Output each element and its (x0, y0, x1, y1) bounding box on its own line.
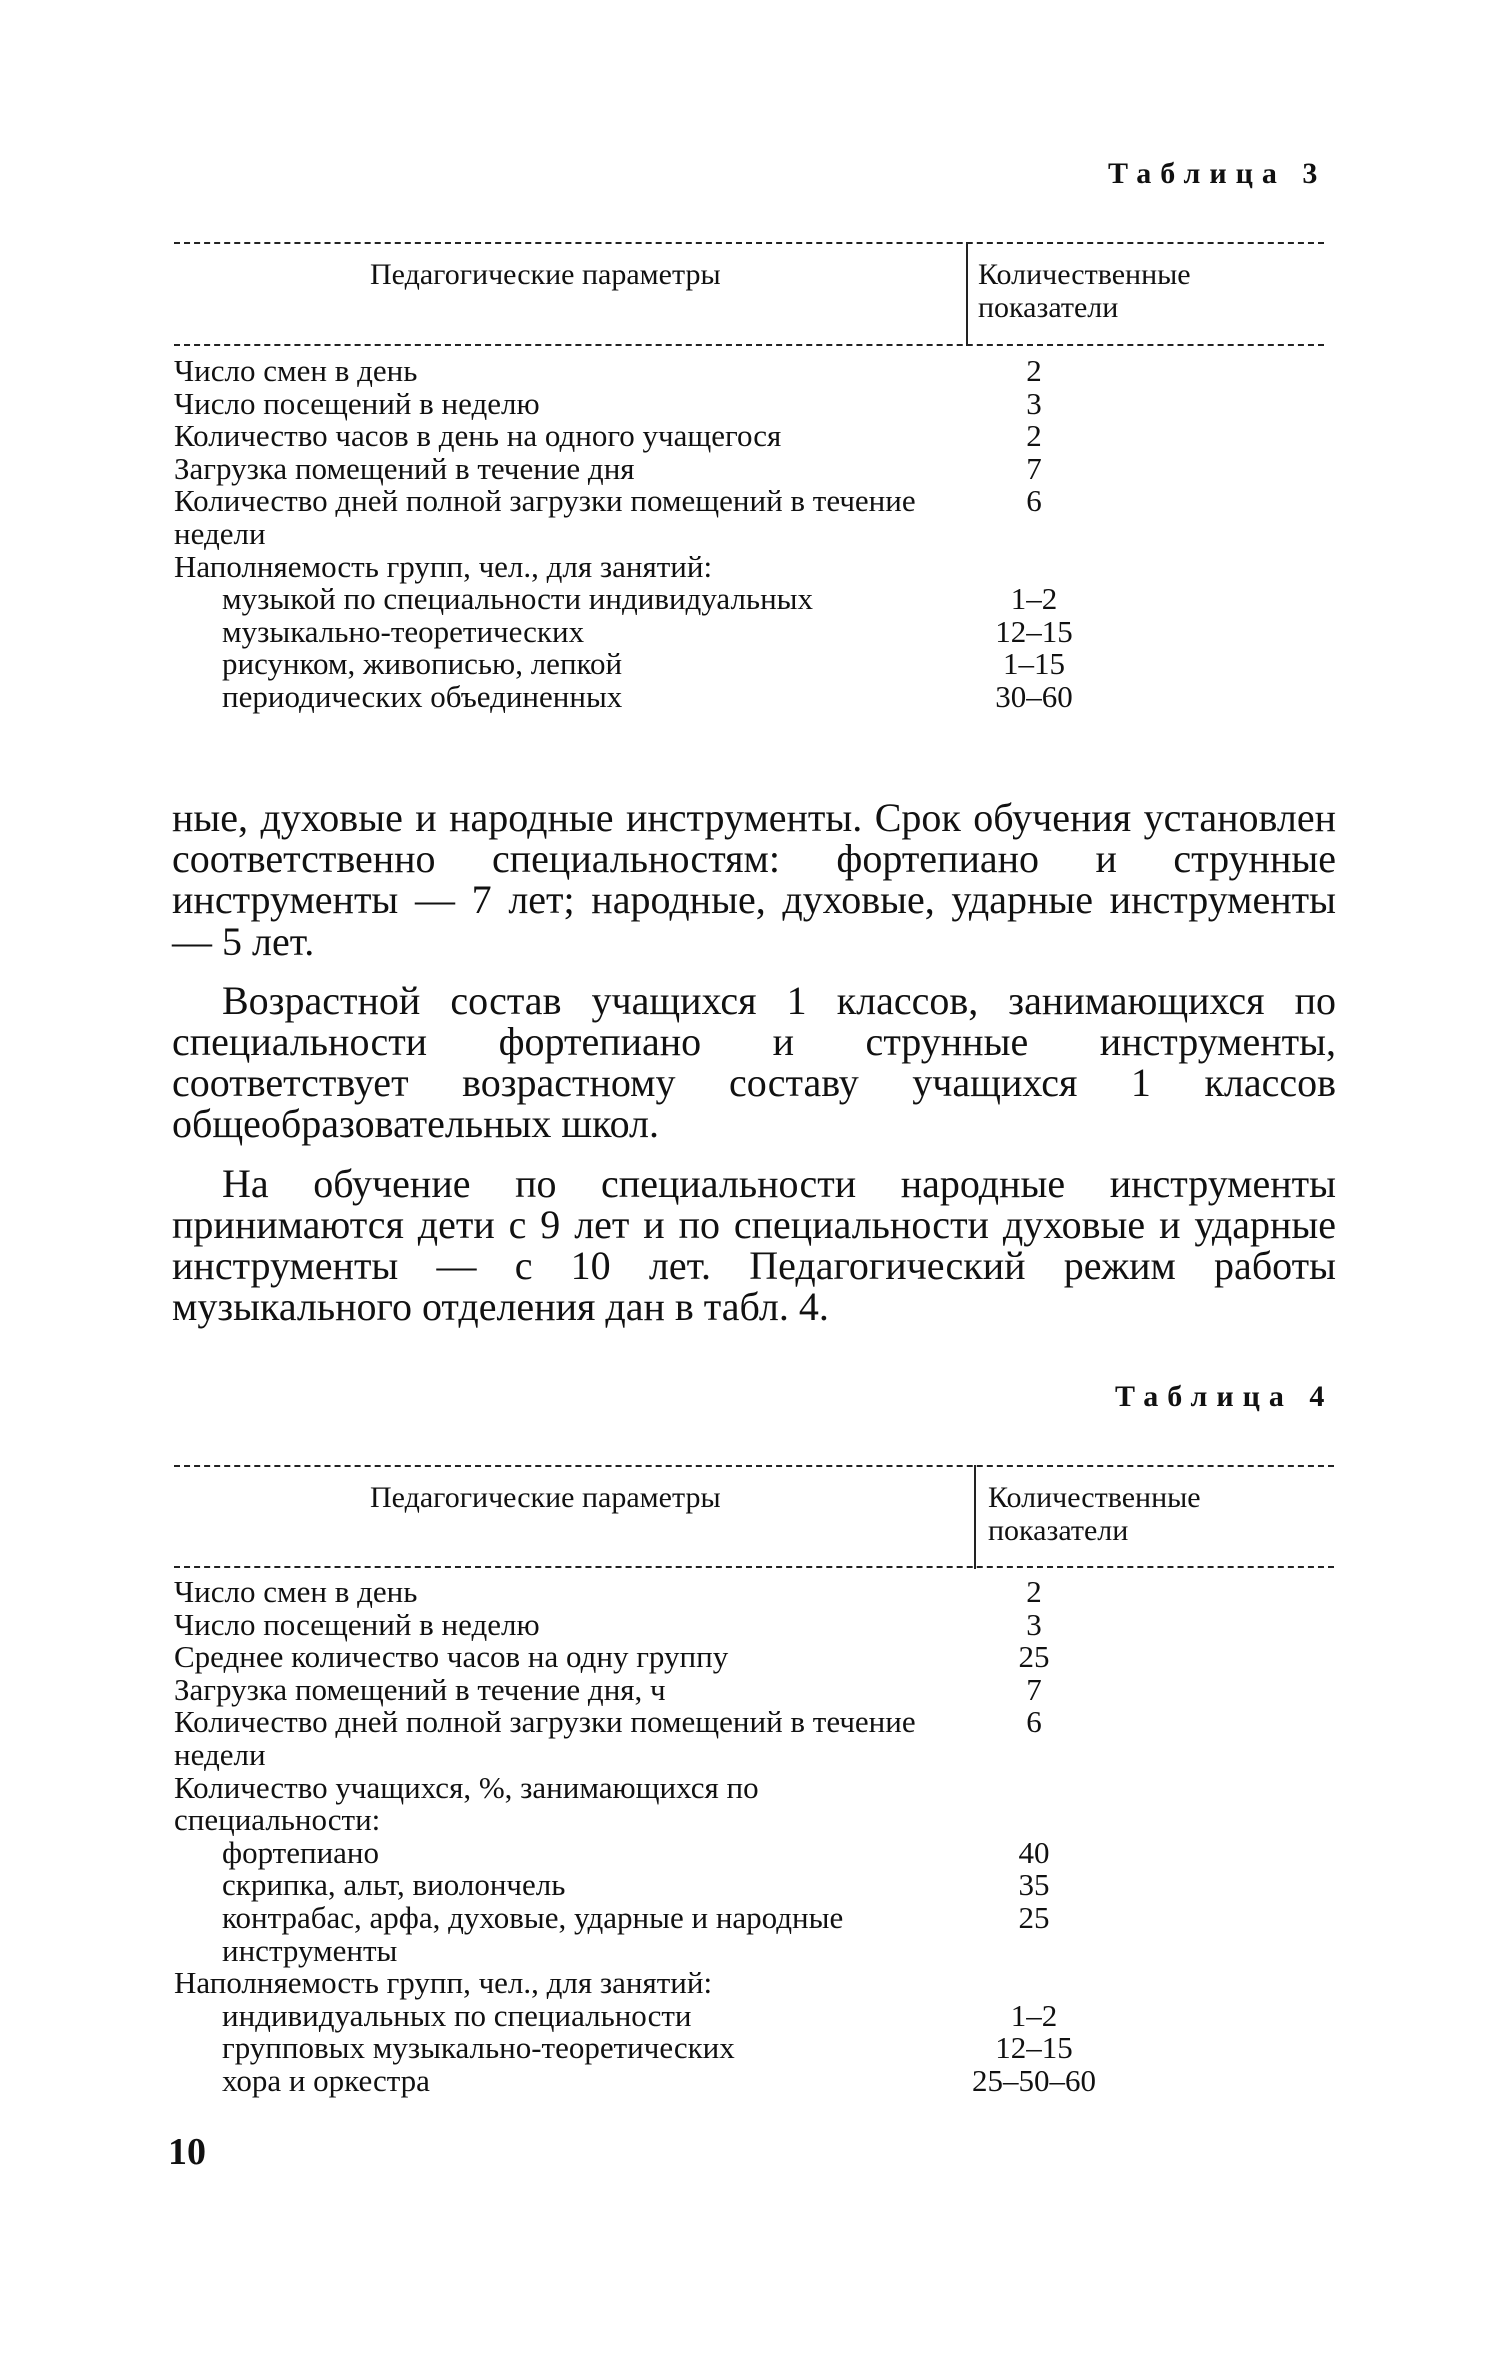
table-row (174, 1606, 1174, 1642)
row-value: 30–60 (995, 678, 1073, 714)
row-label: Количество дней полной загрузки помещений в течение недели (174, 483, 916, 551)
row-label: групповых музыкально-теоретических (222, 2030, 735, 2066)
row-label: скрипка, альт, виолончель (222, 1867, 566, 1903)
table-row (174, 385, 1174, 421)
table-row (174, 583, 1174, 616)
table-row (174, 613, 1174, 649)
row-value: 12–15 (995, 2030, 1073, 2066)
table3-header-col1: Педагогические параметры (370, 258, 721, 291)
row-value: 2 (1026, 418, 1042, 454)
paragraph-1: ные, духовые и народные инструменты. Срок обучения установлен соответственно специальностям: фортепиано и струнные инструменты — 7 лет; народные, духовые, ударные инструменты — 5 лет. (172, 795, 1336, 964)
row-label: Количество дней полной загрузки помещений в течение недели (174, 1704, 916, 1772)
row-value: 1–15 (1003, 646, 1065, 682)
row-label: Число смен в день (174, 1574, 418, 1609)
row-label: Загрузка помещений в течение дня, ч (174, 1671, 666, 1707)
row-value: 3 (1026, 385, 1042, 421)
paragraph-2: Возрастной состав учащихся 1 классов, занимающихся по специальности фортепиано и струнные инструменты, соответствует возрастному составу учащихся 1 классов общеобразовательных школ. (172, 977, 1336, 1147)
row-label: Среднее количество часов на одну группу (174, 1639, 729, 1675)
row-value: 7 (1026, 1671, 1042, 1707)
table-row (174, 485, 1174, 550)
row-label: контрабас, арфа, духовые, ударные и народные инструменты (222, 1899, 844, 1968)
table-row (174, 648, 1174, 681)
table-row (174, 1834, 1174, 1870)
table4-caption: Таблица 4 (1115, 1380, 1334, 1413)
table3-header-col2-line2: показатели (978, 291, 1119, 324)
table-row (174, 1576, 1174, 1609)
row-value: 2 (1026, 353, 1042, 388)
row-label: фортепиано (222, 1834, 380, 1870)
table-row (174, 1641, 1174, 1674)
table-row (174, 1997, 1174, 2033)
row-label: периодических объединенных (222, 678, 623, 714)
row-label: Число посещений в неделю (174, 1606, 540, 1642)
table3-body (174, 355, 1174, 714)
row-value: 40 (1018, 1834, 1050, 1870)
table3-top-rule (174, 242, 1324, 244)
row-label: Число посещений в неделю (174, 385, 540, 421)
table-row (174, 678, 1174, 714)
row-label: рисунком, живописью, лепкой (222, 646, 623, 682)
row-value: 25 (1018, 1639, 1050, 1675)
row-value: 6 (1026, 483, 1042, 519)
paragraph-3: На обучение по специальности народные инструменты принимаются дети с 9 лет и по специальности духовые и ударные инструменты — с 10 лет. Педагогический режим работы музыкального отделения дан в табл. 4. (172, 1160, 1336, 1330)
page-number: 10 (168, 2131, 206, 2173)
row-value: 3 (1026, 1606, 1042, 1642)
row-label: музыкой по специальности индивидуальных (222, 581, 813, 617)
row-label: Наполняемость групп, чел., для занятий: (174, 548, 713, 584)
row-value: 1–2 (1010, 581, 1058, 617)
table3-header-divider (966, 242, 968, 346)
row-label: музыкально-теоретических (222, 613, 585, 649)
table-row (174, 450, 1174, 486)
row-value: 2 (1026, 1574, 1042, 1609)
row-label: Число смен в день (174, 353, 418, 388)
row-label: хора и оркестра (222, 2062, 430, 2098)
row-value: 25 (1018, 1899, 1050, 1935)
table3-caption: Таблица 3 (1108, 157, 1327, 190)
row-value: 7 (1026, 450, 1042, 486)
row-value: 6 (1026, 1704, 1042, 1740)
table4-header-divider (974, 1465, 976, 1569)
row-label: Количество часов в день на одного учащегося (174, 418, 782, 454)
table-row (174, 548, 1174, 584)
row-value: 25–50–60 (972, 2062, 1096, 2098)
table-row (174, 1967, 1174, 2000)
table-row (174, 355, 1174, 388)
table4-top-rule (174, 1465, 1334, 1467)
row-label: Загрузка помещений в течение дня (174, 450, 635, 486)
table3-header-col2-line1: Количественные (978, 258, 1191, 291)
row-value: 35 (1018, 1867, 1050, 1903)
table4-header-col2-line1: Количественные (988, 1481, 1201, 1514)
table-row (174, 1706, 1174, 1771)
row-label: индивидуальных по специальности (222, 1997, 692, 2033)
table-row (174, 420, 1174, 453)
row-value: 12–15 (995, 613, 1073, 649)
table-row (174, 1899, 1174, 1968)
row-label: Количество учащихся, %, занимающихся по специальности: (174, 1769, 759, 1838)
table-row (174, 1671, 1174, 1707)
table3-header-rule (174, 344, 1324, 346)
table-row (174, 2032, 1174, 2065)
table-row (174, 1769, 1174, 1838)
table4-header-col2-line2: показатели (988, 1514, 1129, 1547)
body-text (172, 795, 1336, 1330)
table4-body (174, 1576, 1174, 2098)
table-row (174, 1869, 1174, 1902)
table4-header-rule (174, 1566, 1334, 1568)
table-row (174, 2062, 1174, 2098)
table4-header-col1: Педагогические параметры (370, 1481, 721, 1514)
row-value: 1–2 (1010, 1997, 1058, 2033)
row-label: Наполняемость групп, чел., для занятий: (174, 1965, 713, 2001)
